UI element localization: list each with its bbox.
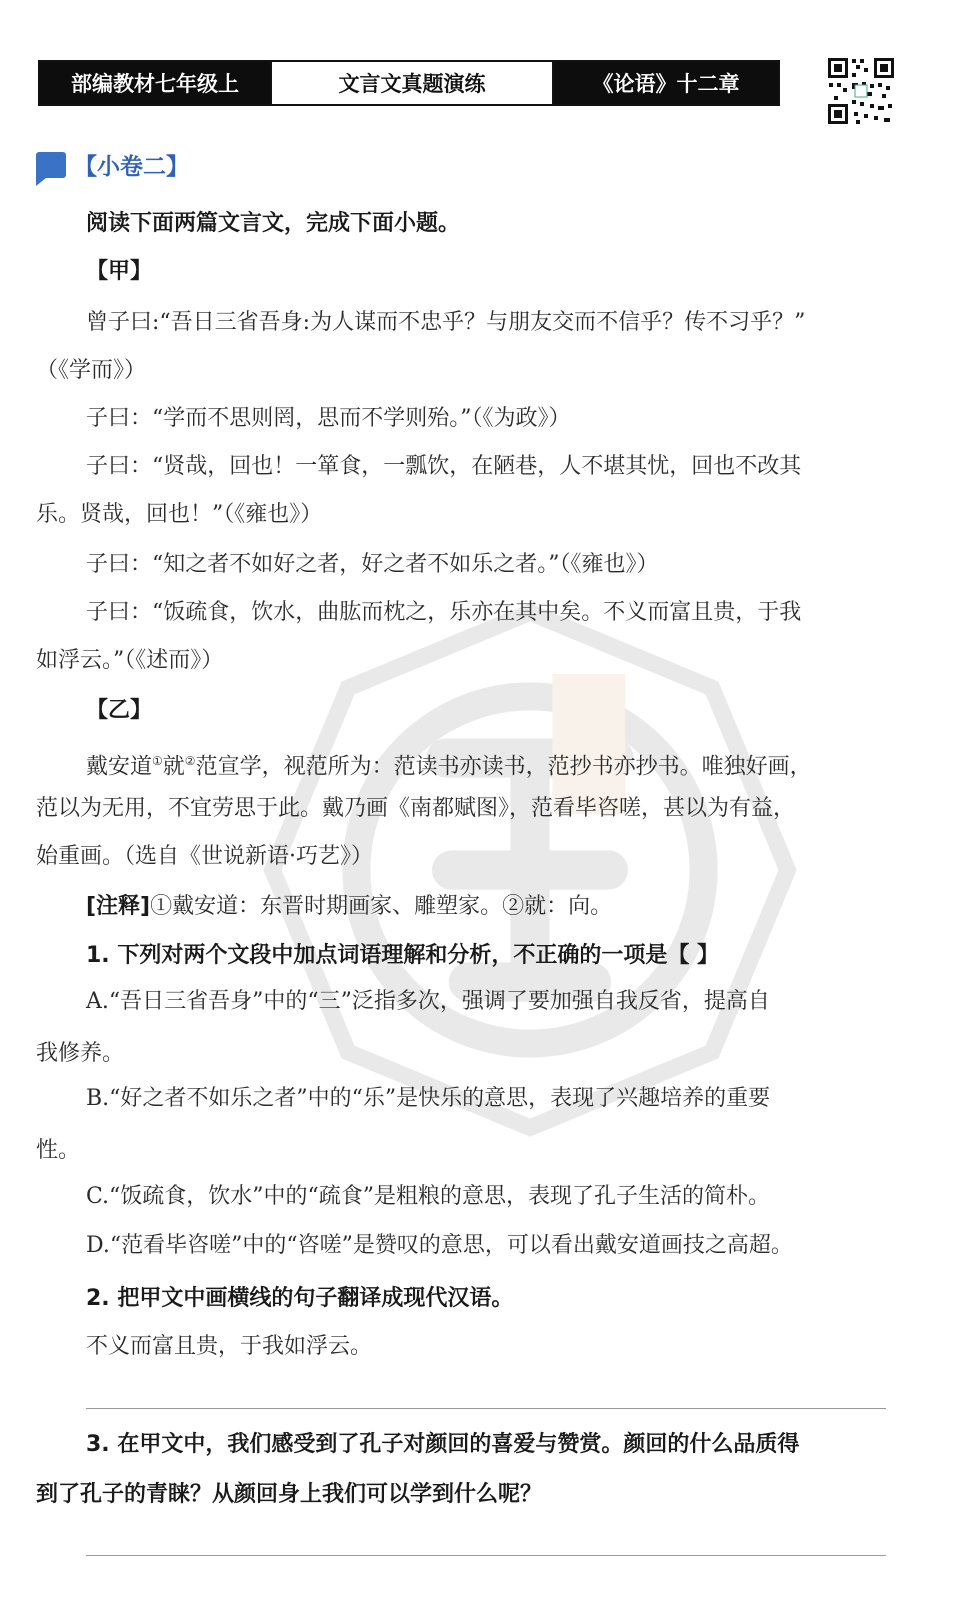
section-title: 【小卷二】 bbox=[74, 154, 189, 180]
header-bar bbox=[38, 60, 780, 106]
jia-line: 曾子曰:“吾日三省吾身:为人谋而不忠乎？与朋友交而不信乎？传不习乎？” bbox=[86, 310, 806, 335]
bookmark-flag-icon bbox=[36, 152, 66, 178]
footnote-marker: ② bbox=[184, 754, 196, 768]
yi-text: 就 bbox=[162, 754, 185, 780]
jia-line: 子曰：“知之者不如好之者，好之者不如乐之者。”（《雍也》） bbox=[86, 552, 659, 577]
yi-line: 范以为无用，不宜劳思于此。戴乃画《南都赋图》，范看毕咨嗟，甚以为有益， bbox=[36, 796, 796, 821]
instruction: 阅读下面两篇文言文，完成下面小题。 bbox=[86, 211, 461, 236]
yi-line bbox=[86, 746, 906, 782]
question-1-stem: 1. 下列对两个文段中加点词语理解和分析，不正确的一项是【 】 bbox=[86, 943, 719, 968]
answer-line bbox=[86, 1555, 886, 1556]
jia-line: 如浮云。”（《述而》） bbox=[36, 648, 224, 673]
header-grade: 部编教材七年级上 bbox=[40, 62, 270, 104]
passage-jia-label: 【甲】 bbox=[86, 259, 153, 284]
jia-line: 子曰：“学而不思则罔，思而不学则殆。”（《为政》） bbox=[86, 406, 571, 431]
q1-option-a-cont: 我修养。 bbox=[36, 1041, 125, 1066]
passage-yi-label: 【乙】 bbox=[86, 698, 153, 723]
q1-option-b: B.“好之者不如乐之者”中的“乐”是快乐的意思，表现了兴趣培养的重要 bbox=[86, 1086, 771, 1111]
annotation-text: ①戴安道：东晋时期画家、雕塑家。②就：向。 bbox=[150, 894, 613, 919]
yi-line: 始重画。（选自《世说新语·巧艺》） bbox=[36, 844, 373, 869]
jia-line: 子曰：“饭疏食，饮水，曲肱而枕之，乐亦在其中矣。不义而富且贵，于我 bbox=[86, 600, 802, 625]
header-chapter: 《论语》十二章 bbox=[554, 62, 778, 104]
jia-line: 子曰：“贤哉，回也！一箪食，一瓢饮，在陋巷，人不堪其忧，回也不改其 bbox=[86, 454, 802, 479]
footnote-marker: ① bbox=[152, 754, 163, 768]
yi-text: 戴安道 bbox=[86, 754, 153, 780]
qr-code-icon bbox=[826, 56, 896, 126]
jia-line: （《学而》） bbox=[36, 358, 147, 383]
q1-option-c: C.“饭疏食，饮水”中的“疏食”是粗粮的意思，表现了孔子生活的简朴。 bbox=[86, 1184, 771, 1209]
q1-option-a: A.“吾日三省吾身”中的“三”泛指多次，强调了要加强自我反省，提高自 bbox=[86, 989, 770, 1014]
question-3-stem-cont: 到了孔子的青睐？从颜回身上我们可以学到什么呢？ bbox=[36, 1482, 543, 1507]
q1-option-d: D.“范看毕咨嗟”中的“咨嗟”是赞叹的意思，可以看出戴安道画技之高超。 bbox=[86, 1233, 793, 1258]
section-heading bbox=[36, 148, 189, 181]
question-3-stem: 3. 在甲文中，我们感受到了孔子对颜回的喜爱与赞赏。颜回的什么品质得 bbox=[86, 1432, 800, 1457]
yi-text: 范宣学，视范所为：范读书亦读书，范抄书亦抄书。唯独好画， bbox=[195, 754, 812, 780]
jia-line: 乐。贤哉，回也！”（《雍也》） bbox=[36, 502, 323, 527]
question-2-stem: 2. 把甲文中画横线的句子翻译成现代汉语。 bbox=[86, 1286, 514, 1311]
annotation-label: [注释] bbox=[86, 894, 151, 919]
q2-sentence: 不义而富且贵，于我如浮云。 bbox=[86, 1334, 373, 1359]
annotation bbox=[86, 892, 906, 922]
q1-option-b-cont: 性。 bbox=[36, 1138, 81, 1163]
answer-line bbox=[86, 1408, 886, 1409]
header-title: 文言文真题演练 bbox=[270, 62, 554, 104]
